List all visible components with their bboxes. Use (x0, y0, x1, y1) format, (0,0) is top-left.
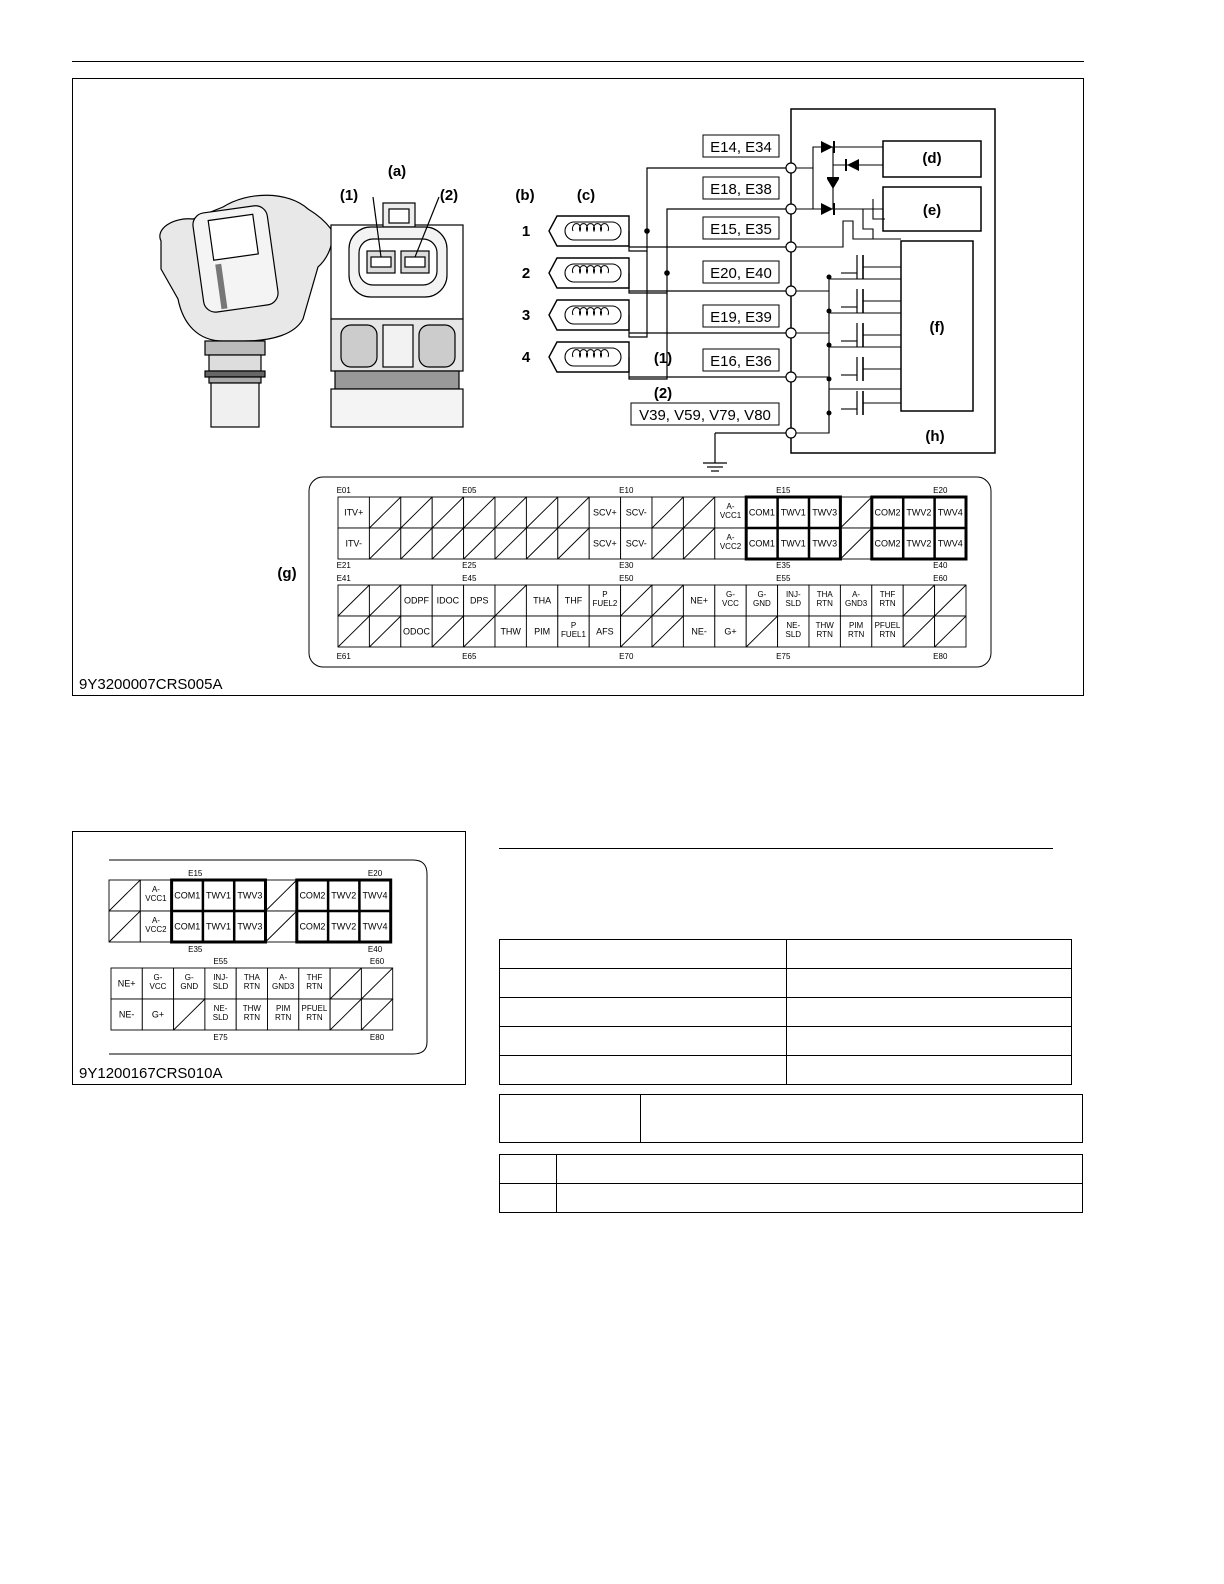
pin-label: THF RTN (306, 973, 323, 991)
pin-label: SCV- (625, 507, 647, 518)
pin-label: TWV4 (937, 538, 963, 549)
pin-cell (495, 497, 526, 528)
pin-cell (652, 528, 683, 559)
callout-d: (d) (922, 150, 942, 167)
pin-cell (236, 999, 267, 1030)
pin-cell (840, 528, 871, 559)
pin-cell (328, 880, 359, 911)
pin-label: THW RTN (242, 1004, 261, 1022)
pin-cell (205, 968, 236, 999)
pin-number: E55 (776, 574, 791, 583)
pin-label: TWV1 (780, 538, 806, 549)
pin-cell (174, 999, 205, 1030)
pin-cell (526, 528, 557, 559)
pin-label: TWV3 (237, 921, 263, 932)
pin-cell (495, 616, 526, 647)
pin-label: TWV4 (362, 921, 388, 932)
pin-cell (297, 880, 328, 911)
pin-label: ITV+ (344, 507, 364, 518)
pin-cell (338, 585, 369, 616)
pin-cell (809, 497, 840, 528)
pin-cell (621, 585, 652, 616)
callout-c: (c) (576, 187, 596, 204)
pin-number: E35 (776, 561, 791, 570)
pin-cell (621, 497, 652, 528)
pin-cell (840, 616, 871, 647)
injector-symbol (549, 216, 629, 246)
pin-label: THW (500, 626, 521, 637)
pin-cell (526, 616, 557, 647)
pin-label: DPS (470, 595, 489, 606)
pin-cell (401, 497, 432, 528)
pin-cell (935, 528, 966, 559)
pin-number: E30 (619, 561, 634, 570)
pin-cell (172, 911, 203, 942)
pin-number: E65 (462, 652, 477, 661)
connector-detail (73, 832, 465, 1084)
connector-front-view (331, 197, 463, 427)
pin-number: E70 (619, 652, 634, 661)
injector-symbol (549, 300, 629, 330)
pin-cell (903, 585, 934, 616)
pin-cell (558, 616, 589, 647)
pin-cell (234, 911, 265, 942)
pin-cell (401, 616, 432, 647)
pin-number: E10 (619, 486, 634, 495)
pin-cell (266, 880, 297, 911)
pin-label: COM1 (174, 890, 201, 901)
pin-cell (652, 616, 683, 647)
pin-label: NE-SLD (212, 1004, 229, 1022)
pin-label: THA (533, 595, 552, 606)
header-rule (72, 61, 1084, 62)
wire-label: E15, E35 (710, 221, 772, 238)
pin-label: PFUEL RTN (301, 1004, 328, 1022)
pin-label: NE-SLD (785, 621, 802, 639)
pin-label: NE- (691, 626, 707, 637)
pin-cell (589, 497, 620, 528)
pin-cell (359, 880, 390, 911)
pin-cell (464, 585, 495, 616)
pin-cell (715, 497, 746, 528)
pin-label: COM1 (748, 507, 775, 518)
pin-cell (142, 999, 173, 1030)
pin-label: G-GND (180, 973, 199, 991)
pin-cell (558, 497, 589, 528)
pin-cell (872, 497, 903, 528)
pin-cell (432, 497, 463, 528)
pin-number: E45 (462, 574, 477, 583)
pin-number: E15 (776, 486, 791, 495)
pin-label: A-GND3 (272, 973, 295, 991)
table-cell (787, 1027, 1072, 1056)
table-cell (500, 998, 787, 1027)
injector-photo (160, 195, 332, 427)
pin-cell (778, 497, 809, 528)
pin-cell (203, 911, 234, 942)
pin-cell (778, 585, 809, 616)
pin-label: NE+ (117, 978, 136, 989)
pin-label: THW RTN (815, 621, 834, 639)
pin-cell (109, 911, 140, 942)
pin-cell (872, 616, 903, 647)
table-cell (787, 998, 1072, 1027)
pin-cell (401, 585, 432, 616)
ecu-connector-lower (337, 574, 966, 661)
table-cell (500, 1155, 557, 1184)
table-cell (500, 969, 787, 998)
note-table (499, 1094, 1083, 1143)
pin-number: E15 (188, 869, 203, 878)
pin-cell (809, 528, 840, 559)
pin-label: G+ (724, 626, 737, 637)
pin-number: E55 (213, 957, 228, 966)
pin-cell (359, 911, 390, 942)
pin-cell (746, 585, 777, 616)
pin-label: PIM RTN (847, 621, 865, 639)
pin-cell (872, 528, 903, 559)
pin-number: E60 (369, 957, 385, 966)
pin-label: COM2 (299, 890, 326, 901)
pin-label: TWV4 (937, 507, 963, 518)
pin-cell (526, 585, 557, 616)
wire-callout-1: (1) (653, 350, 673, 367)
pin-cell (715, 585, 746, 616)
injector-symbols (522, 216, 629, 372)
pin-label: COM1 (748, 538, 775, 549)
pin-label: SCV- (625, 538, 647, 549)
pin-number: E05 (462, 486, 477, 495)
wire-label: E20, E40 (710, 265, 772, 282)
pin-number: E20 (367, 869, 383, 878)
wire-label: E16, E36 (710, 353, 772, 370)
injector-number: 1 (521, 223, 531, 240)
pin-label: THF (564, 595, 583, 606)
pin-cell (840, 585, 871, 616)
pin-label: TWV1 (206, 890, 232, 901)
pin-number: E35 (188, 945, 203, 954)
pin-cell (172, 880, 203, 911)
pin-number: E61 (336, 652, 351, 661)
pin-cell (369, 528, 400, 559)
pin-cell (903, 497, 934, 528)
pin-cell (683, 528, 714, 559)
pin-label: G+ (151, 1009, 165, 1020)
injector-symbol (549, 258, 629, 288)
pin-number: E80 (933, 652, 948, 661)
pin-label: INJ-SLD (212, 973, 229, 991)
pin-label: PIM RTN (275, 1004, 292, 1022)
connector-detail-figure (72, 831, 466, 1085)
pin-cell (140, 911, 171, 942)
pin-cell (432, 585, 463, 616)
table-cell (500, 940, 787, 969)
table-cell (557, 1155, 1083, 1184)
pin-label: COM2 (874, 538, 901, 549)
wire-label: E19, E39 (710, 309, 772, 326)
pin-cell (683, 585, 714, 616)
pin-cell (589, 616, 620, 647)
pin-cell (589, 585, 620, 616)
pin-label: TWV2 (331, 890, 357, 901)
pin-label: SCV+ (593, 538, 617, 549)
callout-a: (a) (387, 163, 407, 180)
pin-cell (715, 528, 746, 559)
pin-cell (338, 497, 369, 528)
pin-number: E41 (336, 574, 351, 583)
connector-detail-upper (109, 869, 391, 954)
pin-label: A-VCC2 (145, 916, 167, 934)
spec-table (499, 939, 1072, 1085)
pin-cell (330, 999, 361, 1030)
pin-cell (558, 585, 589, 616)
pin-cell (236, 968, 267, 999)
pin-cell (328, 911, 359, 942)
pin-label: ODOC (403, 626, 430, 637)
pin-label: TWV3 (812, 507, 838, 518)
figure-id: 9Y1200167CRS010A (79, 1065, 223, 1082)
pin-cell (746, 497, 777, 528)
pin-label: TWV3 (812, 538, 838, 549)
pin-label: TWV2 (331, 921, 357, 932)
callout-2: (2) (439, 187, 459, 204)
pin-cell (872, 585, 903, 616)
table-cell (500, 1056, 787, 1085)
injector-number: 3 (521, 307, 531, 324)
pin-cell (266, 911, 297, 942)
pin-cell (589, 528, 620, 559)
pin-label: TWV3 (237, 890, 263, 901)
pin-label: COM2 (874, 507, 901, 518)
pin-cell (621, 616, 652, 647)
pin-cell (464, 528, 495, 559)
pin-cell (715, 616, 746, 647)
pin-label: TWV2 (906, 538, 932, 549)
table-cell (787, 940, 1072, 969)
pin-cell (903, 616, 934, 647)
callout-1: (1) (339, 187, 359, 204)
table-cell (787, 1056, 1072, 1085)
pin-cell (297, 911, 328, 942)
pin-cell (935, 585, 966, 616)
pin-number: E01 (336, 486, 351, 495)
pin-cell (299, 999, 330, 1030)
pin-cell (330, 968, 361, 999)
pin-number: E25 (462, 561, 477, 570)
pin-cell (746, 528, 777, 559)
table-cell (500, 1184, 557, 1213)
wire-label: E18, E38 (710, 181, 772, 198)
pin-label: PFUEL RTN (874, 621, 901, 639)
table-cell (787, 969, 1072, 998)
pin-cell (338, 528, 369, 559)
wire-label: V39, V59, V79, V80 (639, 407, 771, 424)
pin-cell (840, 497, 871, 528)
pin-label: ITV- (345, 538, 362, 549)
pin-cell (369, 497, 400, 528)
pin-label: AFS (596, 626, 614, 637)
pin-cell (111, 999, 142, 1030)
injector-symbol (549, 342, 629, 372)
pin-cell (205, 999, 236, 1030)
pin-cell (299, 968, 330, 999)
section-rule (499, 848, 1053, 849)
pin-cell (903, 528, 934, 559)
callout-h: (h) (925, 428, 945, 445)
pin-cell (111, 968, 142, 999)
pin-number: E75 (213, 1033, 228, 1042)
pin-cell (401, 528, 432, 559)
pin-cell (652, 585, 683, 616)
pin-cell (203, 880, 234, 911)
pin-label: TWV4 (362, 890, 388, 901)
pin-cell (369, 616, 400, 647)
callout-e: (e) (922, 202, 942, 219)
wire-label: E14, E34 (710, 139, 772, 156)
pin-cell (464, 497, 495, 528)
pin-number: E21 (336, 561, 351, 570)
reference-table (499, 1154, 1083, 1213)
pin-cell (361, 999, 392, 1030)
table-cell (500, 1095, 641, 1143)
pin-label: P FUEL1 (561, 621, 586, 639)
pin-label: NE+ (690, 595, 708, 606)
callout-g: (g) (277, 565, 297, 582)
pin-cell (526, 497, 557, 528)
pin-number: E40 (367, 945, 383, 954)
pin-label: COM2 (299, 921, 326, 932)
pin-label: G-VCC (149, 973, 167, 991)
injector-wiring-figure (72, 78, 1084, 696)
pin-cell (746, 616, 777, 647)
pin-label: A-VCC1 (145, 885, 167, 903)
pin-cell (432, 616, 463, 647)
injector-number: 2 (521, 265, 531, 282)
pin-label: ODPF (403, 595, 430, 606)
pin-number: E75 (776, 652, 791, 661)
injector-number: 4 (521, 349, 531, 366)
pin-cell (464, 616, 495, 647)
pin-cell (140, 880, 171, 911)
pin-cell (652, 497, 683, 528)
pin-cell (495, 585, 526, 616)
pin-cell (369, 585, 400, 616)
pin-label: NE- (118, 1009, 135, 1020)
pin-label: G-GND (753, 590, 771, 608)
pin-label: COM1 (174, 921, 201, 932)
pin-label: THA RTN (816, 590, 833, 608)
pin-cell (174, 968, 205, 999)
wire-callout-2: (2) (653, 385, 673, 402)
callout-f: (f) (929, 319, 945, 336)
pin-cell (338, 616, 369, 647)
pin-cell (809, 585, 840, 616)
pin-label: IDOC (436, 595, 460, 606)
pin-cell (432, 528, 463, 559)
pin-label: P FUEL2 (592, 590, 618, 608)
pin-cell (621, 528, 652, 559)
pin-label: THF RTN (879, 590, 896, 608)
pin-cell (809, 616, 840, 647)
pin-label: TWV2 (906, 507, 932, 518)
pin-label: A-VCC2 (719, 533, 742, 551)
pin-cell (268, 999, 299, 1030)
connector-detail-lower (111, 957, 393, 1042)
pin-label: INJ-SLD (785, 590, 802, 608)
wire-labels (631, 135, 779, 425)
pin-label: THA RTN (243, 973, 260, 991)
wire-junctions (644, 228, 670, 276)
pin-cell (109, 880, 140, 911)
pin-cell (234, 880, 265, 911)
pin-cell (558, 528, 589, 559)
pin-cell (495, 528, 526, 559)
pin-number: E50 (619, 574, 634, 583)
figure-id: 9Y3200007CRS005A (79, 676, 223, 693)
ecu-connector-upper (337, 486, 966, 570)
pin-cell (778, 528, 809, 559)
pin-cell (935, 497, 966, 528)
pin-label: A-VCC1 (719, 502, 742, 520)
pin-cell (935, 616, 966, 647)
pin-number: E80 (369, 1033, 385, 1042)
ecu-block (791, 109, 995, 453)
pin-label: PIM (534, 626, 551, 637)
pin-cell (268, 968, 299, 999)
pin-cell (778, 616, 809, 647)
pin-label: G-VCC (722, 590, 739, 608)
pin-cell (683, 616, 714, 647)
table-cell (557, 1184, 1083, 1213)
pin-label: SCV+ (593, 507, 617, 518)
table-cell (641, 1095, 1083, 1143)
pin-cell (683, 497, 714, 528)
pin-label: TWV1 (206, 921, 232, 932)
pin-number: E20 (933, 486, 948, 495)
table-cell (500, 1027, 787, 1056)
pin-cell (361, 968, 392, 999)
callout-b: (b) (515, 187, 535, 204)
pin-label: TWV1 (780, 507, 806, 518)
pin-number: E60 (933, 574, 948, 583)
pin-number: E40 (933, 561, 948, 570)
wiring-diagram (73, 79, 1083, 695)
pin-cell (142, 968, 173, 999)
pin-label: A-GND3 (844, 590, 868, 608)
